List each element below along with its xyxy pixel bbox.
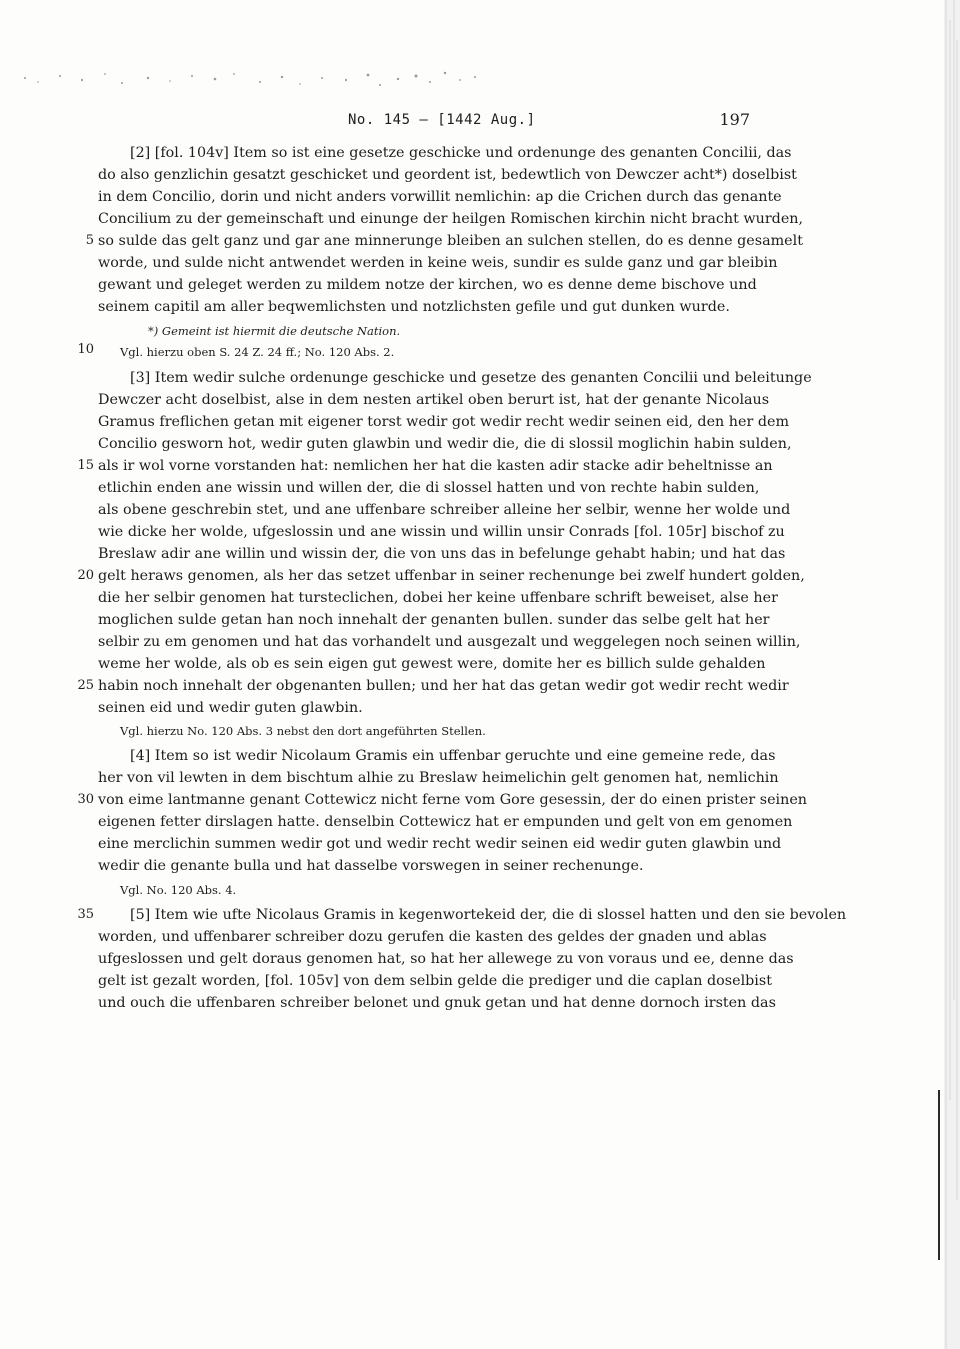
text-line: moglichen sulde getan han noch innehalt der genanten bullen. sunder das selbe gelt hat her [98,612,770,628]
text-line: [4] Item so ist wedir Nicolaum Gramis ein uffenbar geruchte und eine gemeine rede, das [130,748,776,764]
line-number: 35 [77,907,94,922]
reference-note: Vgl. hierzu oben S. 24 Z. 24 ff.; No. 120 Abs. 2. [120,345,395,359]
text-line: Dewczer acht doselbist, alse in dem nesten artikel oben berurt ist, hat der genante Nicolaus [98,392,770,408]
line-number: 10 [77,342,94,357]
text-line: wie dicke her wolde, ufgeslossin und ane wissin und willin unsir Conrads [fol. 105r] bischof zu [98,524,785,540]
line-number: 20 [77,568,94,583]
text-line: seinem capitil am aller beqwemlichsten und notzlichsten gefile und gut dunken wurde. [98,299,730,315]
text-line: habin noch innehalt der obgenanten bullen; und her hat das getan wedir got wedir recht wedir [98,678,789,694]
text-line: etlichin enden ane wissin und willen der, die di slossel hatten und von rechte habin sulden, [98,480,760,496]
text-line: Breslaw adir ane willin und wissin der, die von uns das in befelunge gehabt habin; und hat das [98,546,786,562]
text-line: her von vil lewten in dem bischtum alhie zu Breslaw heimelichin gelt genomen hat, nemlichin [98,770,779,786]
footnote: *) Gemeint ist hiermit die deutsche Nation. [148,324,401,338]
text-line: [5] Item wie ufte Nicolaus Gramis in kegenwortekeid der, die di slossel hatten und den sie bevolen [130,907,847,923]
text-line: so sulde das gelt ganz und gar ane minnerunge bleiben an sulchen stellen, do es denne gesamelt [98,233,803,249]
text-line: gewant und geleget werden zu mildem notze der kirchen, wo es denne deme bischove und [98,277,757,293]
line-number: 5 [85,233,94,248]
text-line: Gramus freflichen getan mit eigener torst wedir got wedir recht wedir seinen eid, den her dem [98,414,790,430]
text-line: Concilium zu der gemeinschaft und einunge der heilgen Romischen kirchin nicht bracht wurden, [98,211,804,227]
text-line: gelt ist gezalt worden, [fol. 105v] von dem selbin gelde die prediger und die caplan doselbist [98,973,772,989]
text-line: do also genzlichin gesatzt geschicket und geordent ist, bedewtlich von Dewczer acht*) doselbist [98,167,797,183]
scan-right-margin-artifact [902,0,960,1349]
text-line: als ir wol vorne vorstanden hat: nemlichen her hat die kasten adir stacke adir beheltnisse an [98,458,773,474]
text-line: worde, und sulde nicht antwendet werden in keine weis, sundir es sulde ganz und gar bleibin [98,255,778,271]
line-number: 15 [77,458,94,473]
line-number: 30 [77,792,94,807]
text-line: seinen eid und wedir guten glawbin. [98,700,363,716]
text-line: worden, und uffenbarer schreiber dozu gerufen die kasten des geldes der gnaden und ablas [98,929,767,945]
scan-speckle-noise [20,58,490,98]
margin-rule [938,1090,940,1260]
text-line: [3] Item wedir sulche ordenunge geschicke und gesetze des genanten Concilii und beleitunge [130,370,812,386]
text-line: Concilio gesworn hot, wedir guten glawbin und wedir die, die di slossil moglichin habin sulden, [98,436,792,452]
text-line: als obene geschrebin stet, und ane uffenbare schreiber alleine her selbir, wenne her wolde und [98,502,791,518]
running-header [100,110,750,132]
text-line: eigenen fetter dirslagen hatte. denselbin Cottewicz hat er empunden und gelt von em genomen [98,814,793,830]
text-line: eine merclichin summen wedir got und wedir recht wedir seinen eid wedir guten glawbin und [98,836,782,852]
text-line: in dem Concilio, dorin und nicht anders vorwillit nemlichin: ap die Crichen durch das genante [98,189,782,205]
reference-note: Vgl. hierzu No. 120 Abs. 3 nebst den dort angeführten Stellen. [120,724,486,738]
line-number: 25 [77,678,94,693]
text-line: ufgeslossen und gelt doraus genomen hat, so hat her allewege zu von voraus und ee, denne das [98,951,794,967]
text-line: und ouch die uffenbaren schreiber belonet und gnuk getan und hat denne dornoch irsten das [98,995,776,1011]
text-line: weme her wolde, als ob es sein eigen gut gewest were, domite her es billich sulde gehalden [98,656,766,672]
page-number: 197 [719,110,750,129]
text-line: [2] [fol. 104v] Item so ist eine gesetze geschicke und ordenunge des genanten Concilii, das [130,145,792,161]
text-line: gelt heraws genomen, als her das setzet uffenbar in seiner rechenunge bei zwelf hundert golden, [98,568,805,584]
reference-note: Vgl. No. 120 Abs. 4. [120,883,237,897]
text-line: von eime lantmanne genant Cottewicz nicht ferne vom Gore gesessin, der do einen prister seinen [98,792,807,808]
text-line: selbir zu em genomen und hat das vorhandelt und ausgezalt und weggelegen noch seinen willin, [98,634,801,650]
running-head: No. 145 — [1442 Aug.] [348,112,536,128]
text-line: wedir die genante bulla und hat dasselbe vorswegen in seiner rechenunge. [98,858,644,874]
text-line: die her selbir genomen hat tursteclichen, dobei her keine uffenbare schrift beweiset, alse her [98,590,778,606]
